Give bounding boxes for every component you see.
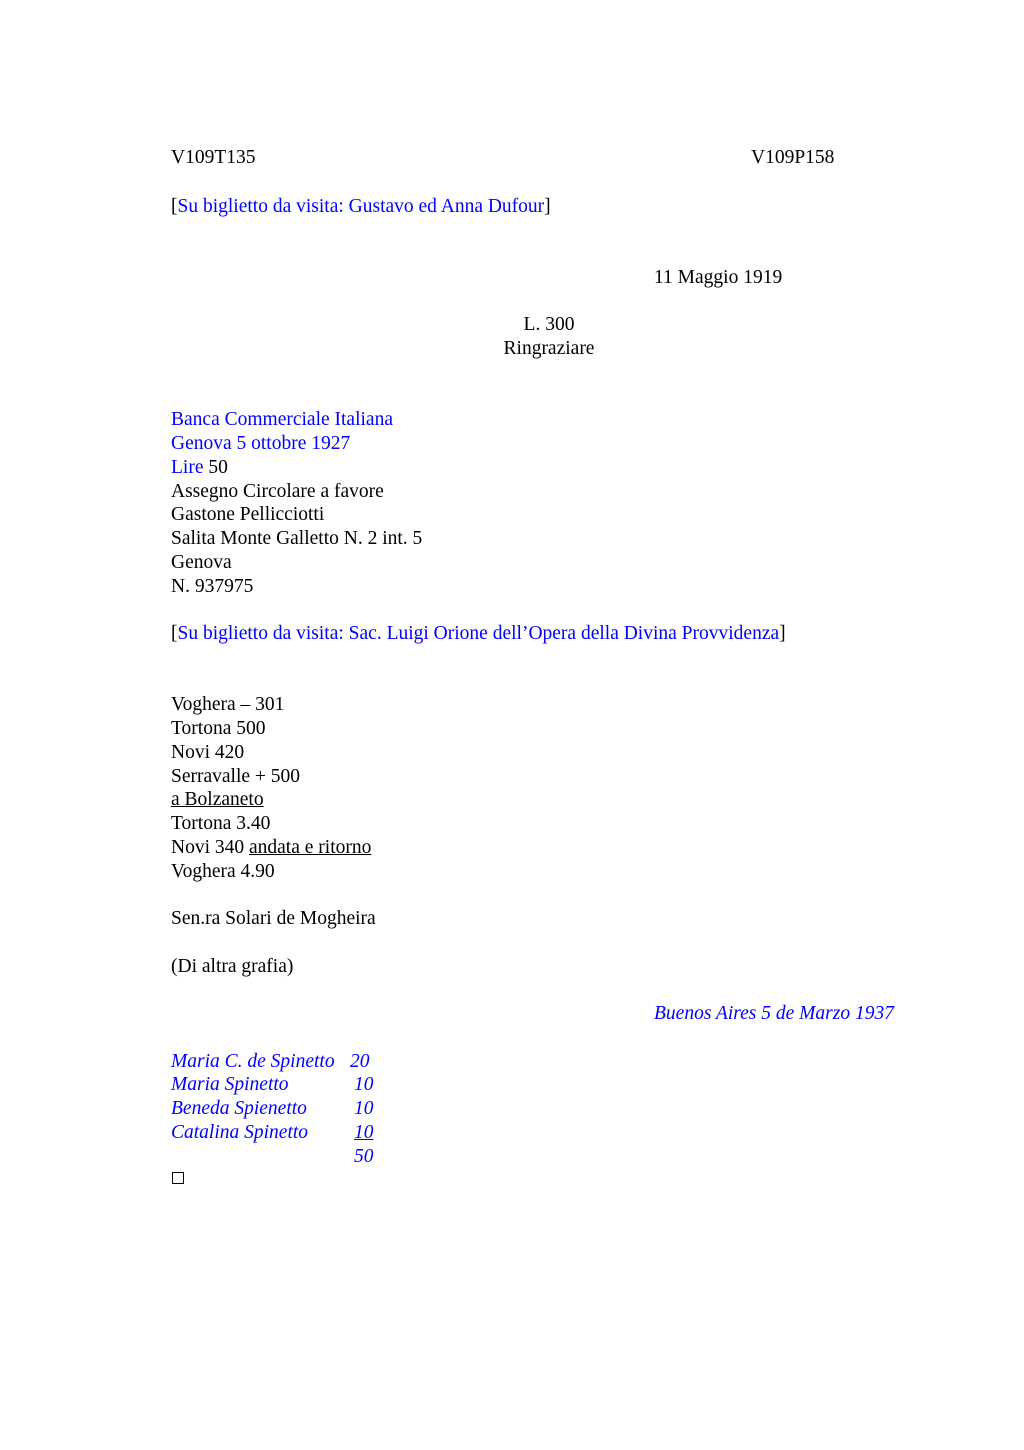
cheque-type: Assegno Circolare a favore [171, 481, 384, 502]
note-amount: L. 300 [523, 314, 575, 335]
fare-novi-return: andata e ritorno [249, 837, 372, 858]
cheque-amount-line [171, 456, 228, 480]
donor-name: Beneda Spienetto [171, 1098, 307, 1119]
card-text: Su biglietto da visita: Gustavo ed Anna Dufour [177, 196, 545, 217]
note-date: 11 Maggio 1919 [654, 267, 783, 288]
travel-line: Voghera – 301 [171, 694, 285, 715]
right-code: V109P158 [751, 147, 835, 168]
card-note-gustavo [171, 195, 551, 219]
addressee: Sen.ra Solari de Mogheira [171, 908, 376, 929]
other-hand-note: (Di altra grafia) [171, 956, 294, 977]
bracket-open: [ [171, 196, 178, 217]
cheque-place-date: Genova 5 ottobre 1927 [171, 433, 351, 454]
travel-line: Serravalle + 500 [171, 766, 301, 787]
cheque-amount: 50 [203, 457, 228, 478]
empty-checkbox-glyph [172, 1172, 184, 1184]
donations-place-date: Buenos Aires 5 de Marzo 1937 [654, 1003, 894, 1024]
cheque-currency-label: Lire [171, 457, 204, 478]
travel-line: Tortona 500 [171, 718, 266, 739]
fare-tortona: Tortona 3.40 [171, 813, 271, 834]
fare-voghera: Voghera 4.90 [171, 861, 275, 882]
bracket-close: ] [544, 196, 551, 217]
cheque-bank: Banca Commerciale Italiana [171, 409, 393, 430]
donor-name: Maria C. de Spinetto [171, 1051, 335, 1072]
fare-novi [171, 836, 371, 860]
bracket-open: [ [171, 623, 178, 644]
cheque-number: N. 937975 [171, 576, 254, 597]
donor-amount: 10 [354, 1122, 374, 1143]
donor-amount: 10 [354, 1074, 374, 1095]
fare-novi-prefix: Novi 340 [171, 837, 249, 858]
card-text: Su biglietto da visita: Sac. Luigi Orione dell’Opera della Divina Provvidenza [177, 623, 780, 644]
donor-amount: 20 [350, 1051, 370, 1072]
donor-name: Maria Spinetto [171, 1074, 289, 1095]
card-note-orione [171, 622, 786, 646]
travel-destination: a Bolzaneto [171, 789, 264, 810]
note-instruction: Ringraziare [503, 338, 595, 359]
donor-name: Catalina Spinetto [171, 1122, 309, 1143]
donor-amount: 10 [354, 1098, 374, 1119]
cheque-city: Genova [171, 552, 232, 573]
cheque-payee: Gastone Pellicciotti [171, 504, 325, 525]
left-code: V109T135 [171, 147, 256, 168]
bracket-close: ] [779, 623, 786, 644]
travel-line: Novi 420 [171, 742, 245, 763]
donations-total: 50 [354, 1146, 374, 1167]
cheque-address: Salita Monte Galletto N. 2 int. 5 [171, 528, 423, 549]
